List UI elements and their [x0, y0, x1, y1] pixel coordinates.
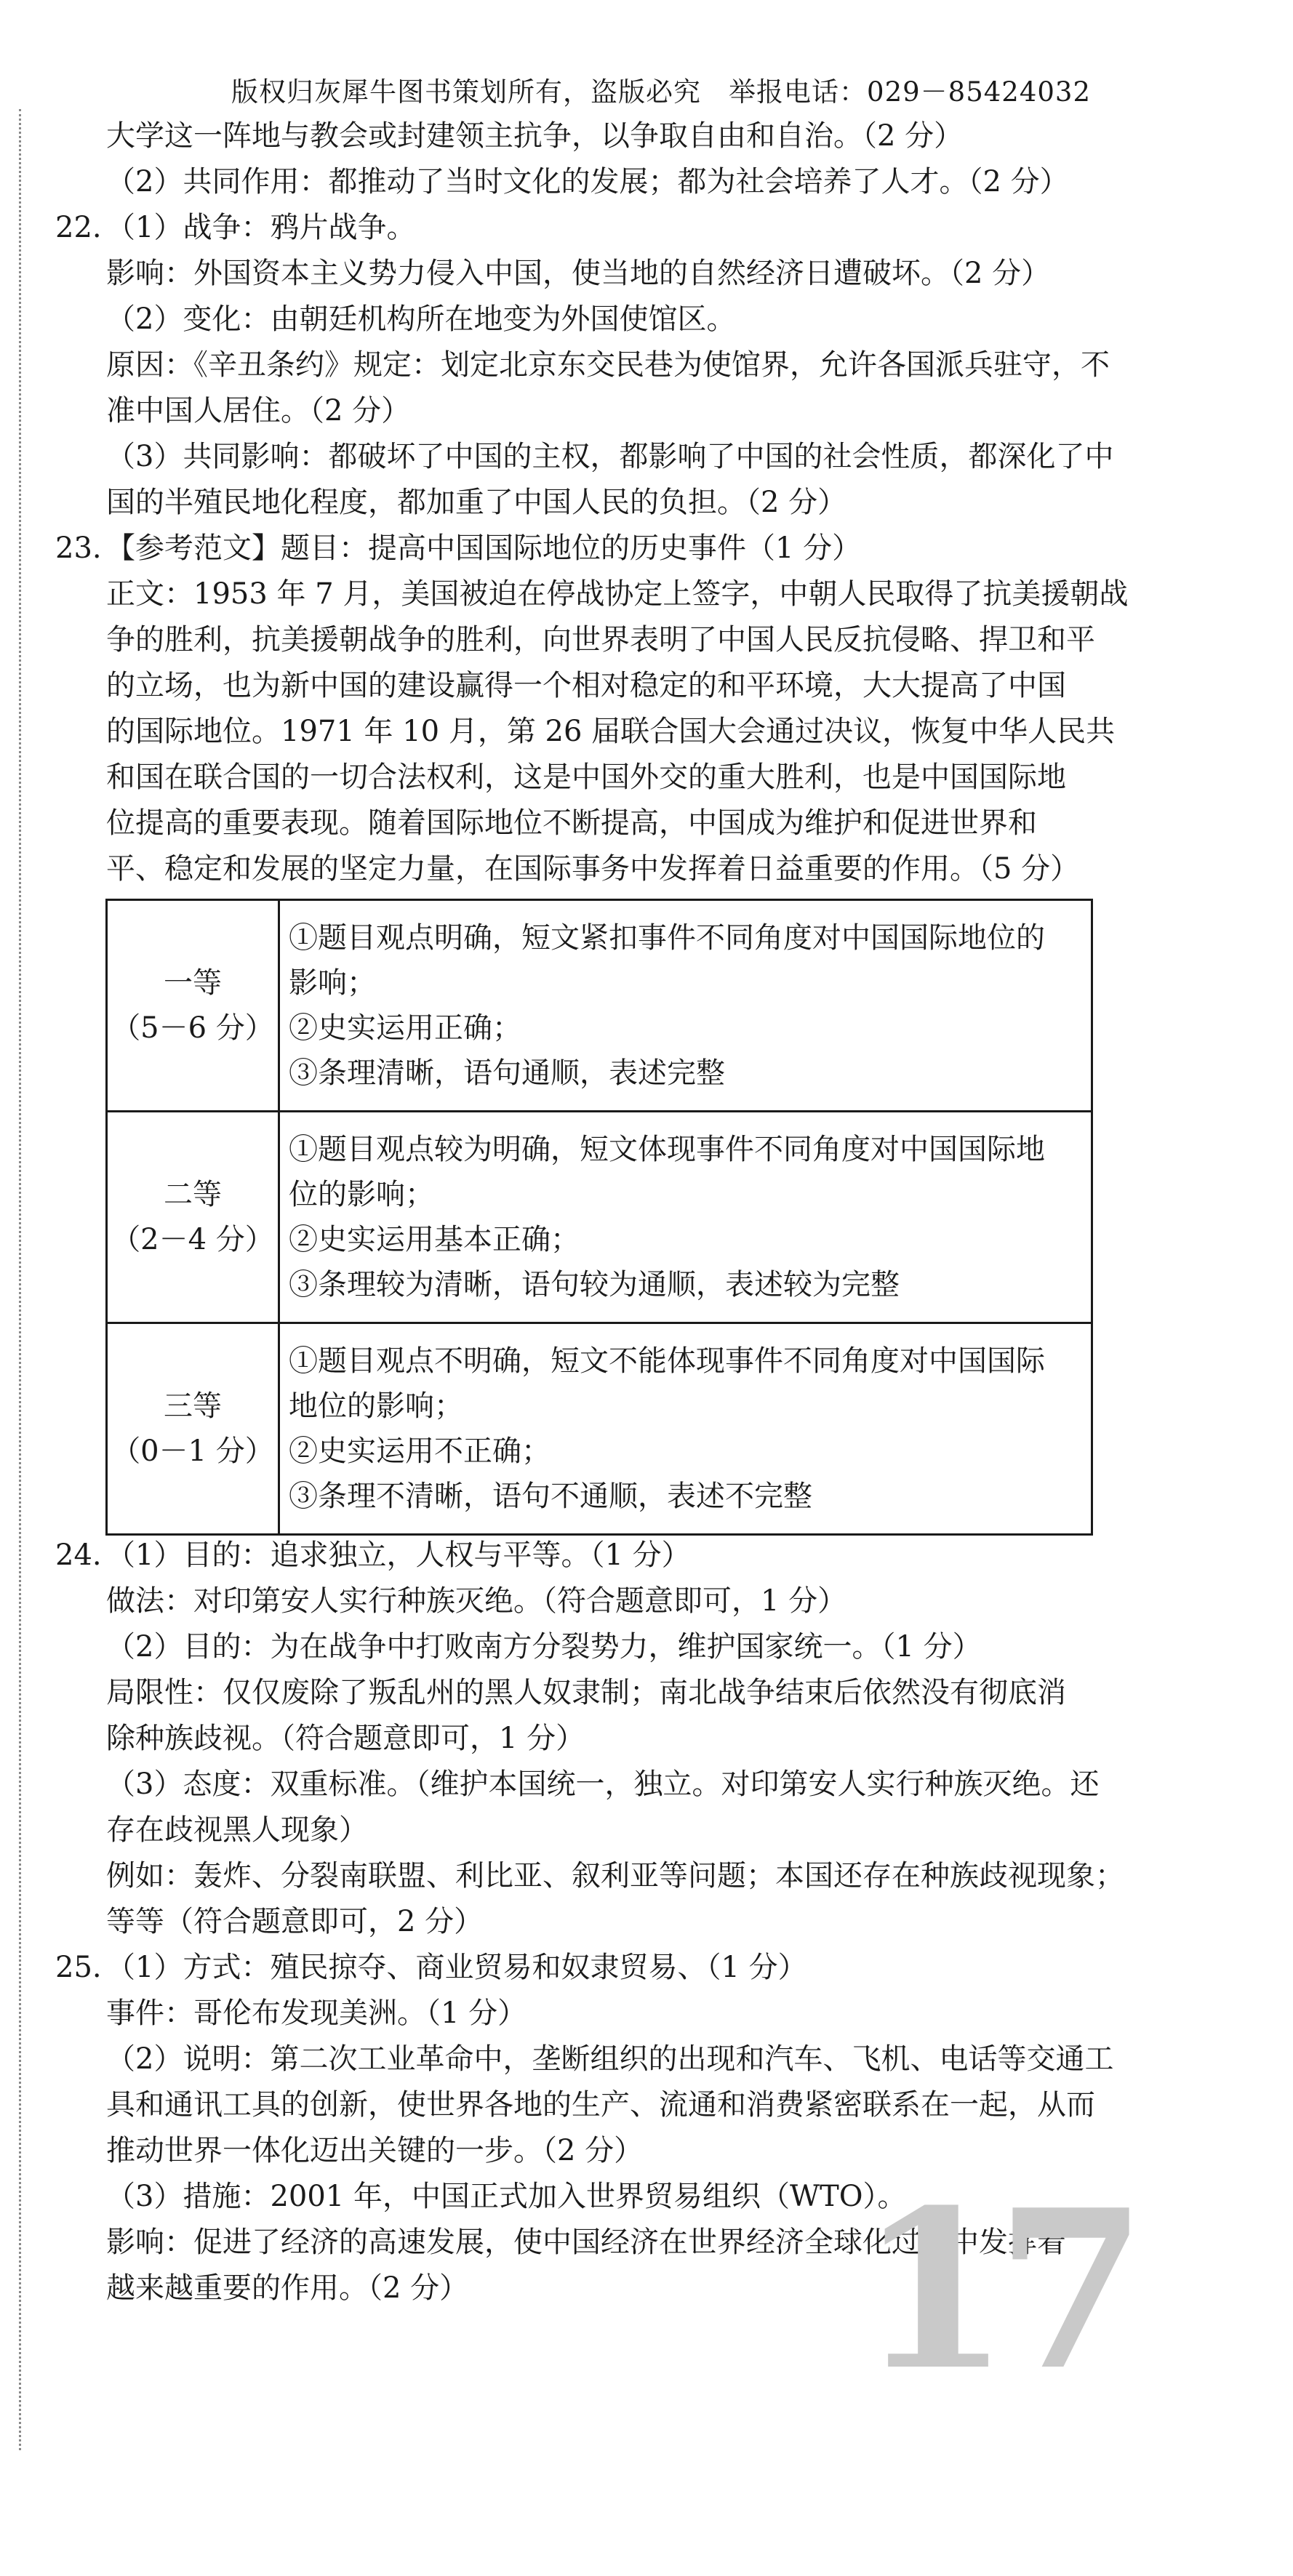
text-line: [55, 1578, 1102, 1624]
line-text: 例如：轰炸、分裂南联盟、利比亚、叙利亚等问题；本国还存在种族歧视现象；: [106, 1859, 1124, 1893]
text-line: [55, 617, 1102, 663]
rubric-row: [107, 900, 1092, 1112]
line-text: 准中国人居住。（2 分）: [106, 394, 411, 428]
grade-range: （5－6 分）: [111, 1011, 274, 1045]
criteria-line: ②史实运用正确；: [289, 1011, 521, 1045]
line-text: 影响：外国资本主义势力侵入中国，使当地的自然经济日遭破坏。（2 分）: [106, 257, 1051, 290]
page-number: 17: [858, 2162, 1133, 2418]
text-line: [55, 663, 1102, 709]
question-number: 23.: [55, 531, 102, 565]
text-line: [55, 1853, 1124, 1899]
text-line: [55, 388, 1102, 434]
line-text: （3）态度：双重标准。（维护本国统一，独立。对印第安人实行种族灭绝。还: [106, 1768, 1100, 1801]
text-line: [55, 1899, 1102, 1945]
rubric-row: [107, 1323, 1092, 1535]
text-line: [55, 846, 1102, 892]
line-text: （2）共同作用：都推动了当时文化的发展；都为社会培养了人才。（2 分）: [106, 165, 1069, 198]
rubric-criteria-cell: [279, 1323, 1092, 1535]
line-text: （1）战争：鸦片战争。: [106, 211, 416, 244]
text-line: [55, 113, 1102, 159]
line-text: （2）说明：第二次工业革命中，垄断组织的出现和汽车、飞机、电话等交通工: [106, 2042, 1114, 2076]
line-text: 争的胜利，抗美援朝战争的胜利，向世界表明了中国人民反抗侵略、捍卫和平: [106, 623, 1095, 657]
line-text: 原因：《辛丑条约》规定：划定北京东交民巷为使馆界，允许各国派兵驻守，不: [106, 348, 1110, 382]
line-text: 存在歧视黑人现象）: [106, 1813, 368, 1847]
line-text: （3）共同影响：都破坏了中国的主权，都影响了中国的社会性质，都深化了中: [106, 440, 1114, 473]
line-text: 和国在联合国的一切合法权利，这是中国外交的重大胜利，也是中国国际地: [106, 761, 1066, 794]
criteria-line: ①题目观点明确，短文紧扣事件不同角度对中国国际地位的: [289, 921, 1045, 955]
criteria-line: ③条理不清晰，语句不通顺，表述不完整: [289, 1480, 812, 1513]
line-text: 大学这一阵地与教会或封建领主抗争，以争取自由和自治。（2 分）: [106, 119, 964, 153]
line-text: 等等（符合题意即可，2 分）: [106, 1905, 484, 1938]
text-line: [55, 709, 1116, 755]
text-line: [55, 1716, 1102, 1762]
text-line: [55, 1670, 1102, 1716]
rubric-criteria-cell: [279, 900, 1092, 1112]
copyright-header: 版权归灰犀牛图书策划所有，盗版必究 举报电话：029－85424032: [231, 76, 1091, 108]
text-line: [55, 205, 1102, 251]
rubric-criteria-cell: [279, 1112, 1092, 1323]
rubric-grade-cell: [107, 1323, 279, 1535]
text-line: [55, 434, 1114, 480]
criteria-line: ①题目观点较为明确，短文体现事件不同角度对中国国际地: [289, 1133, 1045, 1166]
text-line: [55, 251, 1102, 297]
text-line: [55, 159, 1102, 205]
line-text: （1）方式：殖民掠夺、商业贸易和奴隶贸易、（1 分）: [106, 1951, 807, 1984]
grade-range: （2－4 分）: [111, 1223, 274, 1256]
criteria-line: 影响；: [289, 966, 376, 1000]
criteria-line: 地位的影响；: [289, 1389, 463, 1423]
rubric-row: [107, 1112, 1092, 1323]
line-text: 【参考范文】题目：提高中国国际地位的历史事件（1 分）: [106, 531, 862, 565]
text-line: [55, 1807, 1102, 1853]
criteria-line: ③条理较为清晰，语句较为通顺，表述较为完整: [289, 1268, 900, 1301]
text-line: [55, 755, 1102, 801]
text-line: [55, 1945, 1102, 1991]
rubric-grade-cell: [107, 900, 279, 1112]
text-line: [55, 1991, 1102, 2037]
text-line: [55, 480, 1102, 526]
line-text: （2）变化：由朝廷机构所在地变为外国使馆区。: [106, 302, 736, 336]
criteria-line: ①题目观点不明确，短文不能体现事件不同角度对中国国际: [289, 1344, 1045, 1378]
text-line: [55, 571, 1129, 617]
text-line: [55, 526, 1102, 571]
grade-label: 三等: [164, 1389, 222, 1423]
binding-dotted-line: [19, 109, 21, 2450]
line-text: 事件：哥伦布发现美洲。（1 分）: [106, 1997, 527, 2030]
text-line: [55, 297, 1102, 342]
line-text: （3）措施：2001 年，中国正式加入世界贸易组织（WTO）。: [106, 2180, 907, 2213]
question-number: 22.: [55, 211, 102, 244]
line-text: 位提高的重要表现。随着国际地位不断提高，中国成为维护和促进世界和: [106, 806, 1037, 840]
line-text: （2）目的：为在战争中打败南方分裂势力，维护国家统一。（1 分）: [106, 1630, 982, 1664]
text-line: [55, 1533, 1102, 1578]
line-text: 越来越重要的作用。（2 分）: [106, 2271, 469, 2305]
line-text: 国的半殖民地化程度，都加重了中国人民的负担。（2 分）: [106, 486, 847, 519]
text-line: [55, 1762, 1102, 1807]
grade-label: 二等: [164, 1178, 222, 1211]
text-line: [55, 342, 1110, 388]
criteria-line: ②史实运用不正确；: [289, 1435, 551, 1468]
answers-22-23: [55, 113, 1129, 892]
grade-range: （0－1 分）: [111, 1435, 274, 1468]
line-text: （1）目的：追求独立，人权与平等。（1 分）: [106, 1538, 691, 1572]
line-text: 正文：1953 年 7 月，美国被迫在停战协定上签字，中朝人民取得了抗美援朝战: [106, 577, 1129, 611]
line-text: 除种族歧视。（符合题意即可，1 分）: [106, 1722, 585, 1755]
line-text: 平、稳定和发展的坚定力量，在国际事务中发挥着日益重要的作用。（5 分）: [106, 852, 1080, 886]
criteria-line: ③条理清晰，语句通顺，表述完整: [289, 1056, 725, 1090]
line-text: 的国际地位。1971 年 10 月，第 26 届联合国大会通过决议，恢复中华人民共: [106, 715, 1116, 748]
line-text: 推动世界一体化迈出关键的一步。（2 分）: [106, 2134, 644, 2167]
scoring-rubric-table: [105, 899, 1093, 1536]
text-line: [55, 2082, 1102, 2128]
text-line: [55, 1624, 1102, 1670]
line-text: 的立场，也为新中国的建设赢得一个相对稳定的和平环境，大大提高了中国: [106, 669, 1066, 702]
rubric-grade-cell: [107, 1112, 279, 1323]
line-text: 局限性：仅仅废除了叛乱州的黑人奴隶制；南北战争结束后依然没有彻底消: [106, 1676, 1066, 1709]
question-number: 24.: [55, 1538, 102, 1572]
text-line: [55, 2037, 1114, 2082]
line-text: 具和通讯工具的创新，使世界各地的生产、流通和消费紧密联系在一起，从而: [106, 2088, 1095, 2122]
grade-label: 一等: [164, 966, 222, 1000]
line-text: 做法：对印第安人实行种族灭绝。（符合题意即可，1 分）: [106, 1584, 847, 1618]
question-number: 25.: [55, 1951, 102, 1984]
text-line: [55, 801, 1102, 846]
criteria-line: 位的影响；: [289, 1178, 434, 1211]
criteria-line: ②史实运用基本正确；: [289, 1223, 580, 1256]
line-text: 影响：促进了经济的高速发展，使中国经济在世界经济全球化过程中发挥着: [106, 2226, 1066, 2259]
